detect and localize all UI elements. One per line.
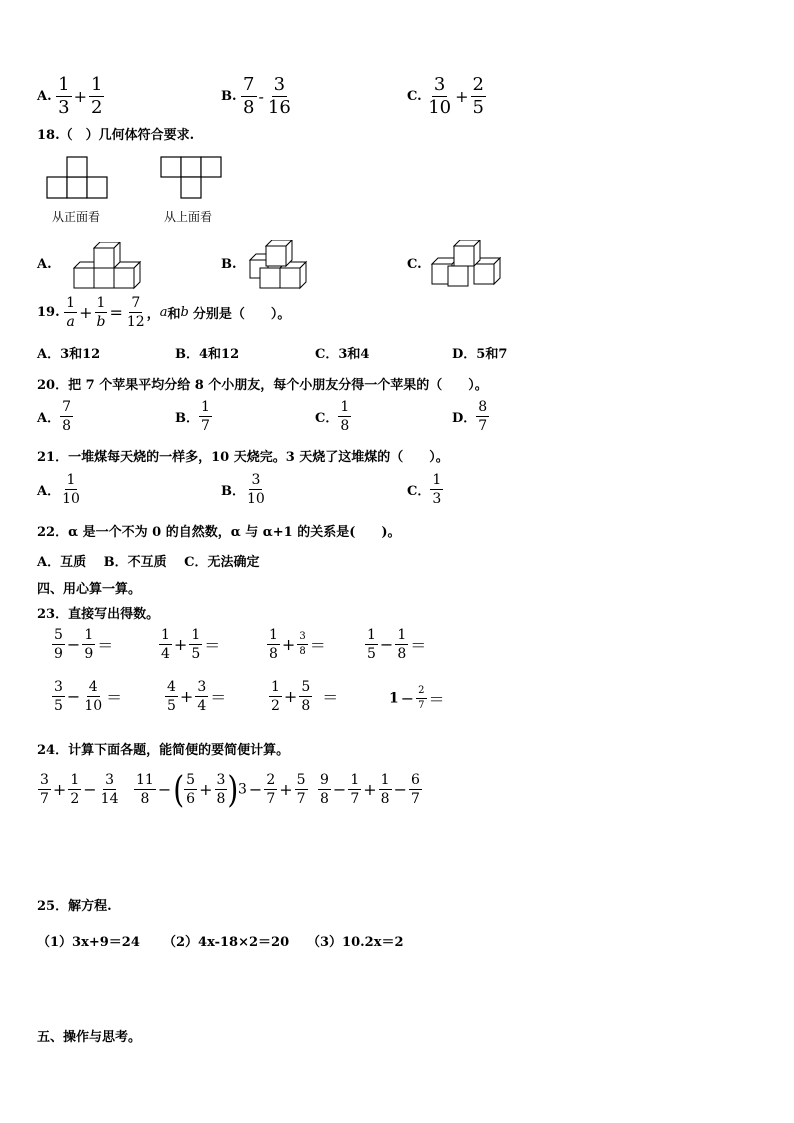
section-4-heading: 四、用心算一算。 — [37, 582, 142, 597]
front-view-caption: 从正面看 — [52, 210, 101, 224]
fraction: $\frac{7}{8}$ — [62, 399, 72, 434]
fraction: $\frac{1}{2}$ — [91, 74, 103, 118]
q20-option-d: D． $\frac{8}{7}$ — [452, 399, 488, 434]
front-view-figure — [46, 156, 108, 200]
q18-text: 18.（ ）几何体符合要求. — [37, 128, 195, 143]
fraction: $\frac{7}{8}$ — [243, 74, 255, 118]
q17-option-c: C. $\frac{3}{10}$ + $\frac{2}{5}$ — [407, 74, 484, 118]
q19-text: 19. $\frac{1}{a}$ + $\frac{1}{b}$ = $\frac{7}{12}$ ，a和b 分别是（ ）。 — [37, 295, 291, 330]
q23-r2-e1: $\frac{3}{5}$ − $\frac{4}{10}$ ＝ — [54, 679, 123, 714]
q23-r1-e4: $\frac{1}{5}$ − $\frac{1}{8}$ ＝ — [367, 627, 427, 662]
q24-expr-3: 3 − $\frac{2}{7}$ + $\frac{5}{7}$ — [238, 772, 306, 807]
section-5-heading: 五、操作与思考。 — [37, 1030, 142, 1045]
fraction: $\frac{1}{a}$ — [66, 295, 76, 330]
q20-option-c: C． $\frac{1}{8}$ — [315, 399, 350, 434]
q23-text: 23．直接写出得数。 — [37, 607, 160, 622]
q25-equation-2: （2）4x-18×2＝20 — [163, 935, 290, 950]
top-view-caption: 从上面看 — [164, 210, 213, 224]
q23-r1-e3: $\frac{1}{8}$ + $\frac{3}{8}$ ＝ — [269, 627, 326, 662]
fraction: $\frac{7}{12}$ — [126, 295, 145, 330]
q20-option-a: A． $\frac{7}{8}$ — [37, 399, 72, 434]
q21-text: 21．一堆煤每天烧的一样多，10 天烧完。3 天烧了这堆煤的（ ）。 — [37, 450, 449, 465]
q19-option-b: B．4和12 — [175, 347, 240, 362]
q18-option-a-label: A. — [37, 257, 52, 272]
top-view-figure — [160, 156, 222, 200]
q19-option-d: D．5和7 — [452, 347, 508, 362]
q21-option-b: B． $\frac{3}{10}$ — [221, 472, 265, 507]
q17-option-b: B. $\frac{7}{8}$ - $\frac{3}{16}$ — [221, 74, 291, 118]
q18-option-a-figure — [72, 242, 144, 292]
q17-option-a: A. $\frac{1}{3}$ + $\frac{1}{2}$ — [37, 74, 103, 118]
q18-option-b-figure — [246, 240, 312, 292]
fraction: $\frac{8}{7}$ — [478, 399, 488, 434]
q21-option-c: C． $\frac{1}{3}$ — [407, 472, 442, 507]
q19-option-a: A．3和12 — [37, 347, 101, 362]
fraction: $\frac{3}{16}$ — [267, 74, 291, 118]
q25-equation-1: （1）3x+9＝24 — [37, 935, 140, 950]
q18-option-c-label: C. — [407, 257, 422, 272]
fraction: $\frac{1}{b}$ — [96, 295, 106, 330]
q23-r1-e1: $\frac{5}{9}$ − $\frac{1}{9}$ ＝ — [54, 627, 114, 662]
q24-expr-4: $\frac{9}{8}$ − $\frac{1}{7}$ + $\frac{1}{8}$ − $\frac{6}{7}$ — [320, 772, 420, 807]
fraction: $\frac{3}{10}$ — [428, 74, 452, 118]
fraction: $\frac{1}{3}$ — [58, 74, 70, 118]
fraction: $\frac{1}{7}$ — [201, 399, 210, 434]
fraction: $\frac{2}{5}$ — [472, 74, 484, 118]
q19-option-c: C．3和4 — [315, 347, 370, 362]
q23-r2-e3: $\frac{1}{2}$ + $\frac{5}{8}$ ＝ — [271, 679, 339, 714]
q24-expr-2: $\frac{11}{8}$ −( $\frac{5}{6}$ + $\frac{3}{8}$ ) — [136, 768, 239, 811]
q21-option-a: A． $\frac{1}{10}$ — [37, 472, 80, 507]
fraction: $\frac{1}{10}$ — [62, 472, 80, 507]
q22-options: A．互质 B．不互质 C．无法确定 — [37, 555, 260, 570]
q24-text: 24．计算下面各题，能简便的要简便计算。 — [37, 743, 290, 758]
q18-option-c-figure — [430, 240, 502, 290]
fraction: $\frac{1}{3}$ — [432, 472, 442, 507]
fraction: $\frac{1}{8}$ — [340, 399, 350, 434]
q25-equation-3: （3）10.2x＝2 — [307, 935, 404, 950]
q20-text: 20．把 7 个苹果平均分给 8 个小朋友，每个小朋友分得一个苹果的（ ）。 — [37, 378, 488, 393]
q23-r2-e4: 1 − $\frac{2}{7}$ ＝ — [389, 685, 445, 711]
q24-expr-1: $\frac{3}{7}$ + $\frac{1}{2}$ − $\frac{3}{14}$ — [40, 772, 119, 807]
q22-text: 22．α 是一个不为 0 的自然数，α 与 α+1 的关系是( )。 — [37, 525, 401, 540]
fraction: $\frac{3}{10}$ — [247, 472, 265, 507]
q23-r1-e2: $\frac{1}{4}$ + $\frac{1}{5}$ ＝ — [161, 627, 221, 662]
q18-option-b-label: B. — [221, 257, 237, 272]
q25-text: 25．解方程. — [37, 899, 112, 914]
q23-r2-e2: $\frac{4}{5}$ + $\frac{3}{4}$ ＝ — [167, 679, 227, 714]
q20-option-b: B． $\frac{1}{7}$ — [175, 399, 210, 434]
